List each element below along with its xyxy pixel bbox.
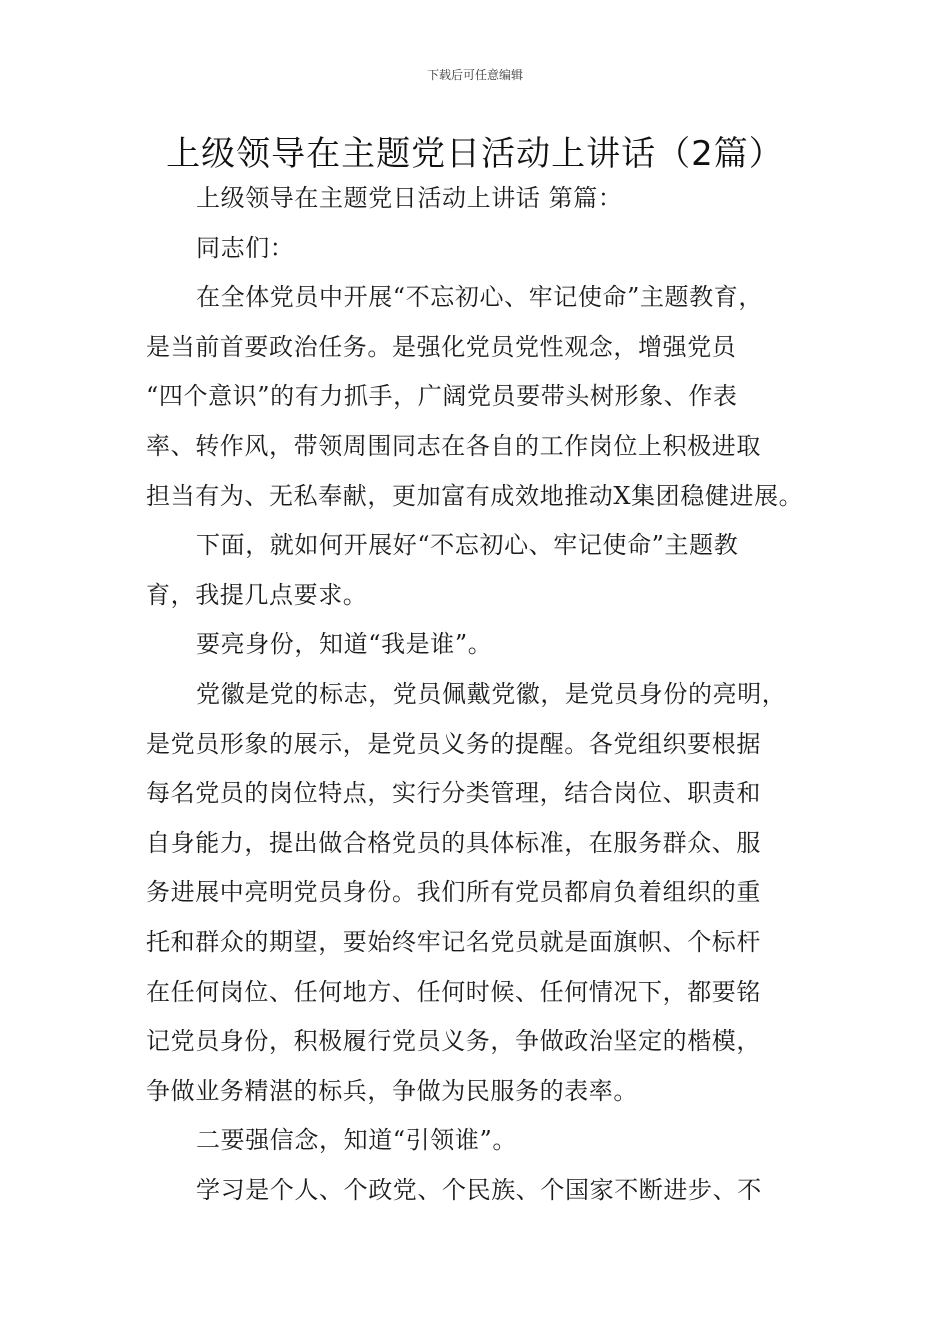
text-line: 每名党员的岗位特点，实行分类管理，结合岗位、职责和: [146, 779, 761, 808]
text-line: 担当有为、无私奉献，更加富有成效地推动X集团稳健进展。: [146, 481, 804, 510]
text-line: 是当前首要政治任务。是强化党员党性观念，增强党员: [146, 332, 737, 361]
text-line: 党徽是党的标志，党员佩戴党徽，是党员身份的亮明，: [196, 679, 787, 708]
text-line: 在全体党员中开展“不忘初心、牢记使命”主题教育，: [196, 283, 763, 312]
text-line: 要亮身份，知道“我是谁”。: [196, 630, 493, 659]
text-line: 学习是个人、个政党、个民族、个国家不断进步、不: [196, 1175, 762, 1204]
text-line: 在任何岗位、任何地方、任何时候、任何情况下，都要铭: [146, 977, 761, 1006]
text-line: 自身能力，提出做合格党员的具体标准，在服务群众、服: [146, 828, 761, 857]
text-line: 同志们：: [196, 233, 295, 262]
text-line: 托和群众的期望，要始终牢记名党员就是面旗帜、个标杆: [146, 927, 761, 956]
document-body: [146, 174, 836, 1215]
text-line: 务进展中亮明党员身份。我们所有党员都肩负着组织的重: [146, 878, 761, 907]
text-line: 率、转作风，带领周围同志在各自的工作岗位上积极进取: [146, 431, 761, 460]
text-line: 是党员形象的展示，是党员义务的提醒。各党组织要根据: [146, 729, 761, 758]
document-title: 上级领导在主题党日活动上讲话（2篇）: [166, 134, 784, 174]
header-note: 下载后可任意编辑: [426, 68, 523, 82]
text-line: 育，我提几点要求。: [146, 580, 368, 609]
text-line: 上级领导在主题党日活动上讲话 第篇：: [196, 184, 623, 212]
text-line: 记党员身份，积极履行党员义务，争做政治坚定的楷模，: [146, 1027, 761, 1056]
text-line: 下面，就如何开展好“不忘初心、牢记使命”主题教: [196, 531, 739, 560]
text-line: 争做业务精湛的标兵，争做为民服务的表率。: [146, 1076, 638, 1105]
text-line: 二要强信念，知道“引领谁”。: [196, 1126, 517, 1155]
text-line: “四个意识”的有力抓手，广阔党员要带头树形象、作表: [146, 382, 738, 411]
